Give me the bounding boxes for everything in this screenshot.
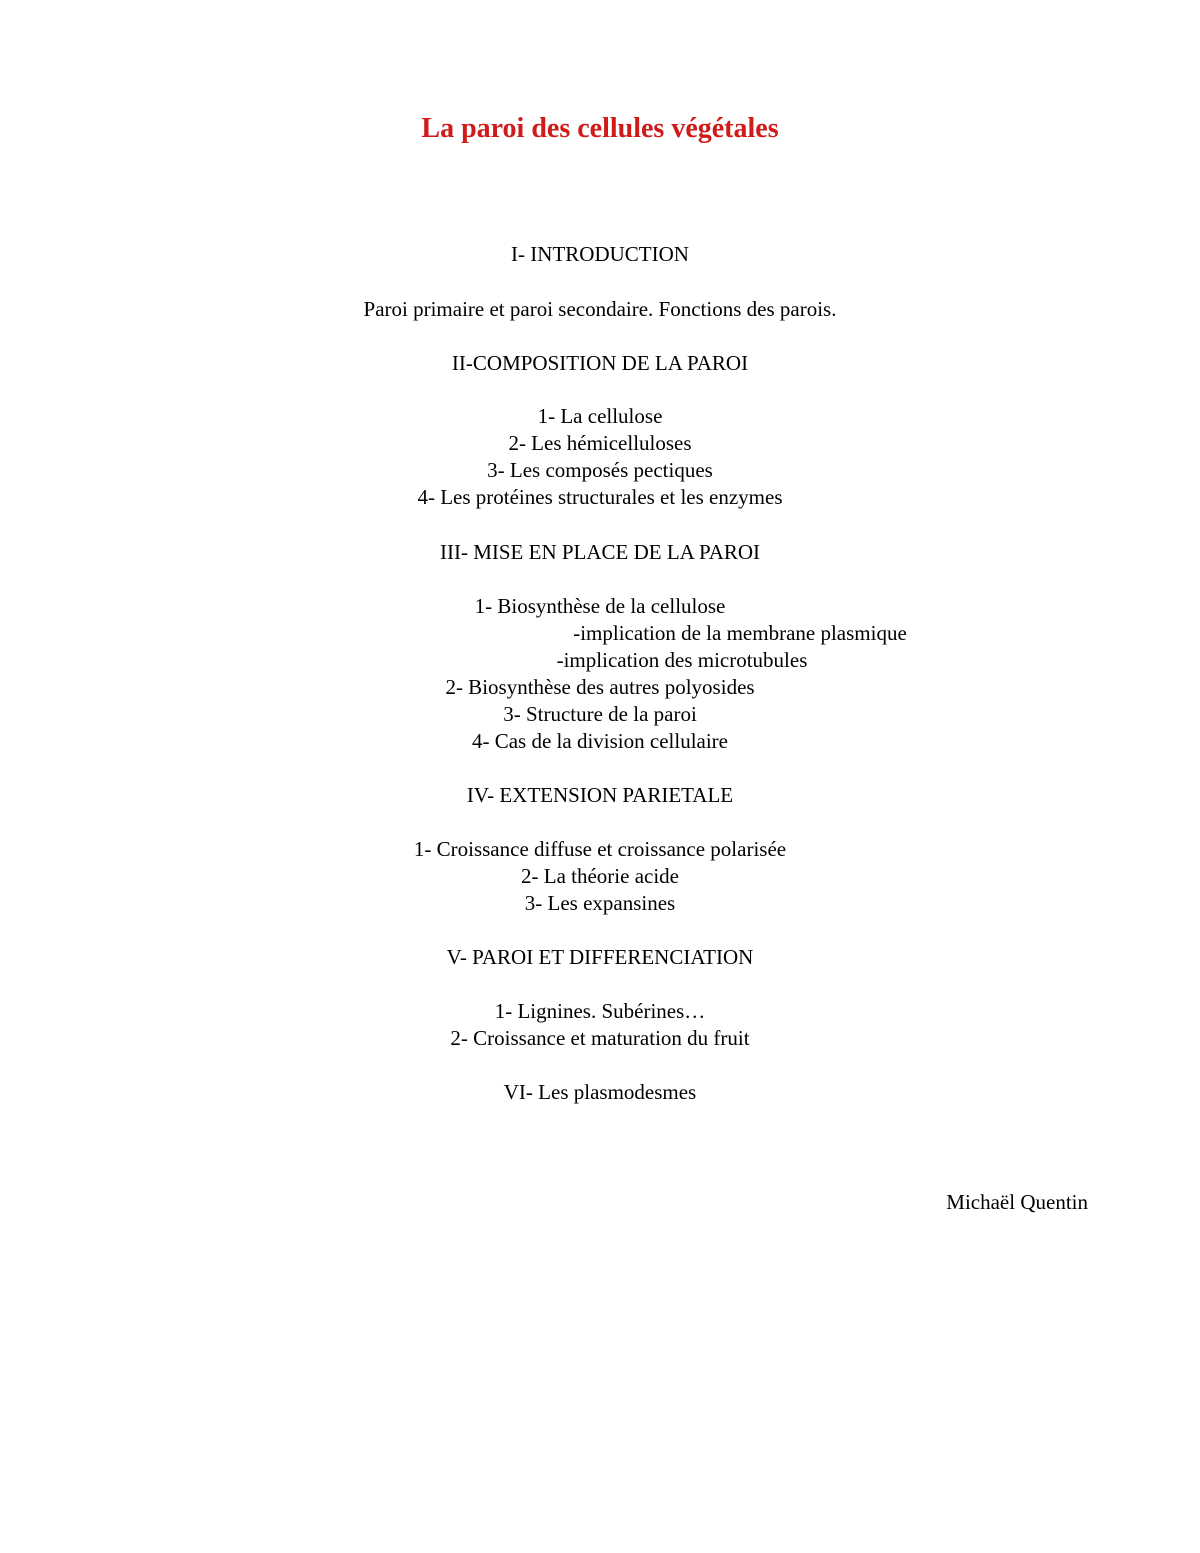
document-title: La paroi des cellules végétales [421,113,779,144]
mise-en-place-item: 2- Biosynthèse des autres polyosides [445,675,755,699]
extension-item: 3- Les expansines [524,891,676,915]
composition-item: 3- Les composés pectiques [487,458,713,482]
author-name: Michaël Quentin [946,1190,1088,1214]
composition-item: 1- La cellulose [537,404,663,428]
mise-en-place-item: 3- Structure de la paroi [503,702,697,726]
extension-item: 1- Croissance diffuse et croissance polarisée [413,837,787,861]
mise-en-place-item: 4- Cas de la division cellulaire [471,729,728,753]
mise-en-place-item: 1- Biosynthèse de la cellulose [474,594,726,618]
mise-en-place-subitem: -implication des microtubules [556,648,808,672]
section-heading-mise-en-place: III- MISE EN PLACE DE LA PAROI [439,540,761,564]
section-heading-introduction: I- INTRODUCTION [511,242,689,266]
differenciation-item: 1- Lignines. Subérines… [494,999,706,1023]
mise-en-place-subitem: -implication de la membrane plasmique [573,621,907,645]
composition-item: 4- Les protéines structurales et les enzymes [417,485,783,509]
extension-item: 2- La théorie acide [521,864,679,888]
differenciation-item: 2- Croissance et maturation du fruit [450,1026,750,1050]
introduction-text: Paroi primaire et paroi secondaire. Fonctions des parois. [363,297,837,321]
composition-item: 2- Les hémicelluloses [508,431,692,455]
section-heading-extension: IV- EXTENSION PARIETALE [466,783,734,807]
section-heading-differenciation: V- PAROI ET DIFFERENCIATION [446,945,754,969]
section-heading-composition: II-COMPOSITION DE LA PAROI [451,351,749,375]
section-heading-plasmodesmes: VI- Les plasmodesmes [503,1080,697,1104]
